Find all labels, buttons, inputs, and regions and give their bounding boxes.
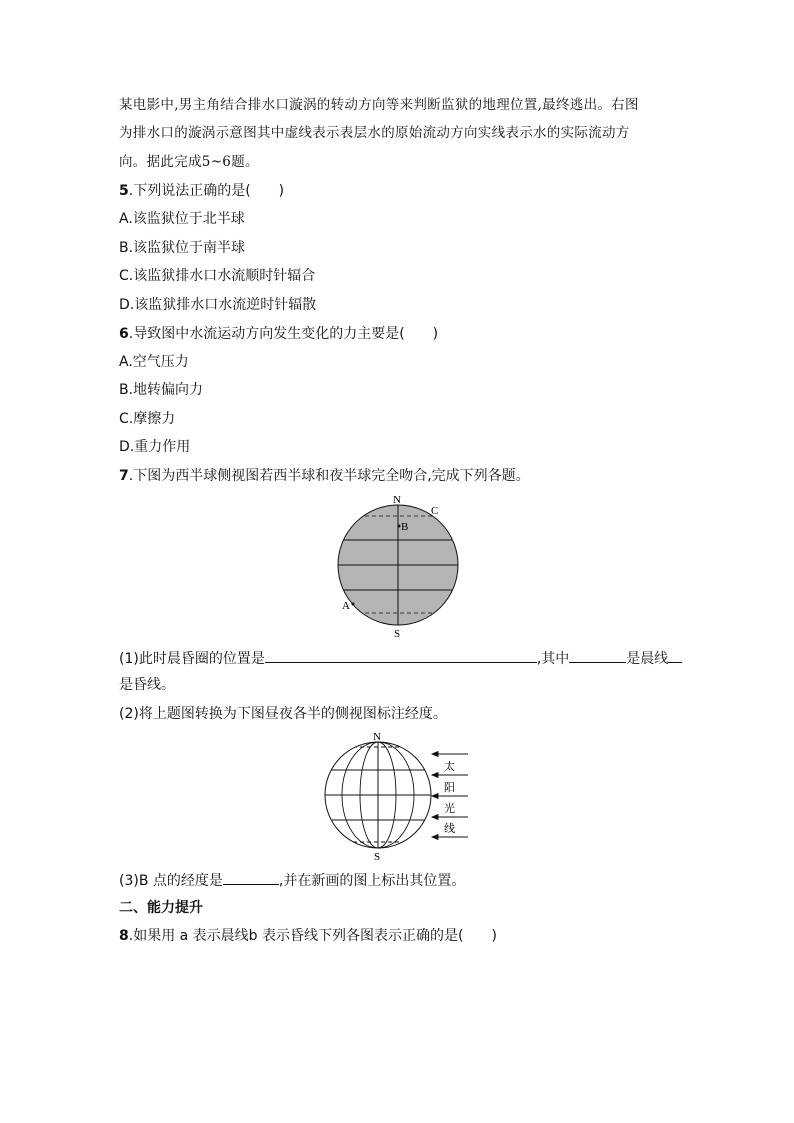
question-6-text: .导致图中水流运动方向发生变化的力主要是( )	[128, 326, 439, 342]
label-s: S	[394, 628, 401, 640]
answer-blank-dawn-line[interactable]	[569, 647, 626, 663]
sun-arrow-head	[432, 752, 438, 757]
label-b: B	[401, 521, 409, 533]
sun-char-1: 太	[444, 761, 455, 773]
question-5-number: 5	[119, 183, 129, 199]
question-7-text: .下图为西半球侧视图若西半球和夜半球完全吻合,完成下列各题。	[128, 468, 530, 484]
q7-sub1-cont: 是昏线。	[119, 677, 175, 693]
q6-option-c: C.摩擦力	[119, 411, 176, 427]
q5-option-b: B.该监狱位于南半球	[119, 240, 246, 256]
question-8-text: .如果用 a 表示晨线b 表示昏线下列各图表示正确的是( )	[128, 928, 497, 944]
answer-blank-terminator[interactable]	[265, 647, 537, 663]
label-a: A	[342, 600, 350, 612]
label-c: C	[431, 505, 439, 517]
question-5-stem	[119, 181, 284, 201]
sun-arrow-head	[432, 773, 438, 778]
q7-sub3-text: (3)B 点的经度是	[119, 873, 223, 889]
intro-line-3: 向。据此完成5~6题。	[119, 154, 259, 170]
q6-option-a: A.空气压力	[119, 354, 189, 370]
label-n: N	[373, 731, 381, 743]
intro-line-2: 为排水口的漩涡示意图其中虚线表示表层水的原始流动方向实线表示水的实际流动方	[119, 125, 630, 141]
sun-arrow-head	[432, 835, 438, 840]
question-7-stem	[119, 466, 530, 486]
intro-line-1: 某电影中,男主角结合排水口漩涡的转动方向等来判断监狱的地理位置,最终逃出。右图	[119, 97, 639, 113]
question-8-stem	[119, 926, 497, 946]
section-title: 二、能力提升	[119, 900, 203, 916]
globe-meridian-figure	[318, 729, 478, 863]
q5-option-d: D.该监狱排水口水流逆时针辐散	[119, 297, 317, 313]
answer-blank-longitude[interactable]	[223, 869, 279, 885]
label-n: N	[393, 494, 401, 506]
q7-sub1	[119, 647, 682, 669]
hemisphere-figure	[330, 492, 470, 640]
q5-option-c: C.该监狱排水口水流顺时针辐合	[119, 268, 316, 284]
question-5-text: .下列说法正确的是( )	[128, 183, 285, 199]
sun-char-2: 阳	[444, 782, 455, 794]
q7-sub2: (2)将上题图转换为下图昼夜各半的侧视图标注经度。	[119, 706, 447, 722]
q7-sub3-text-2: ,并在新画的图上标出其位置。	[278, 873, 466, 889]
q6-option-d: D.重力作用	[119, 439, 191, 455]
q5-option-a: A.该监狱位于北半球	[119, 211, 245, 227]
question-6-stem	[119, 324, 438, 344]
sun-arrow-head	[432, 815, 438, 820]
question-7-number: 7	[119, 468, 129, 484]
sun-arrow-head	[432, 794, 438, 799]
point-a-dot	[352, 603, 355, 606]
q7-sub1-text-2: ,其中	[536, 651, 570, 667]
q7-sub3	[119, 869, 465, 891]
q7-sub1-text: (1)此时晨昏圈的位置是	[119, 651, 265, 667]
label-s: S	[374, 851, 381, 863]
question-8-number: 8	[119, 928, 129, 944]
question-6-number: 6	[119, 326, 129, 342]
sun-char-4: 线	[444, 823, 455, 835]
q6-option-b: B.地转偏向力	[119, 382, 204, 398]
answer-blank-dusk-line[interactable]	[668, 647, 682, 663]
q7-sub1-text-3: 是晨线	[626, 651, 669, 667]
sun-char-3: 光	[444, 803, 455, 815]
